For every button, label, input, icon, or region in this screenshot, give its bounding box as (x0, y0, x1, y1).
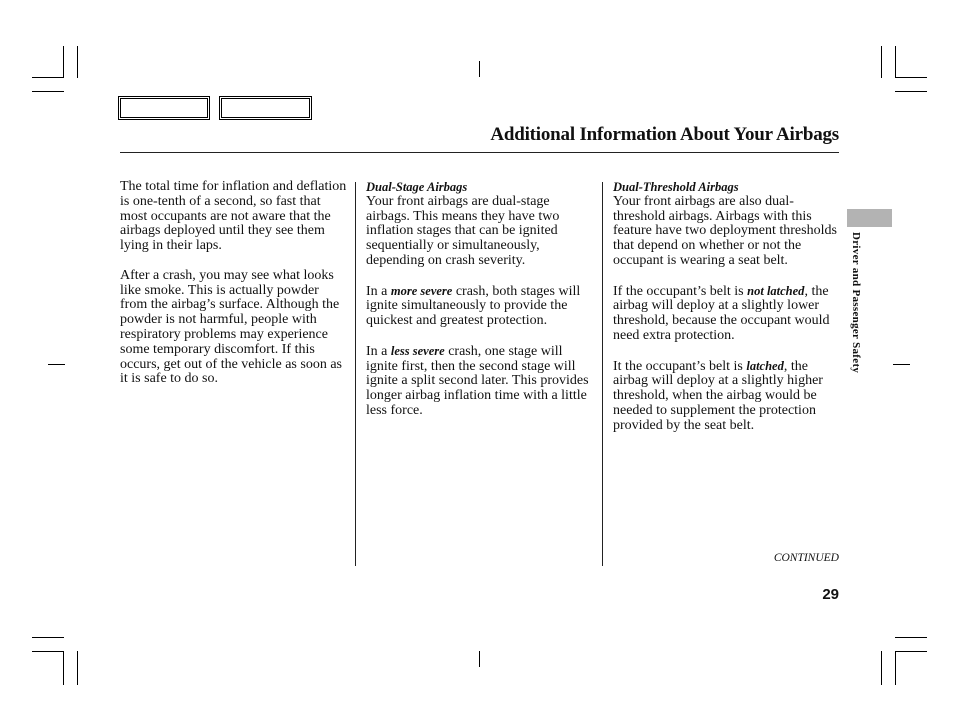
text-run: crash, one stage will ignite first, then the second stage will ignite a split second later. This provides longer airbag inflation time with a little less force. (366, 343, 589, 418)
emphasis: not latched (747, 283, 805, 298)
crop-mark (895, 91, 927, 92)
paragraph: Your front airbags are dual-stage airbags. This means they have two inflation stages that can be ignited sequentially or simultaneously, depending on crash severity. (366, 193, 560, 268)
column-1 (120, 180, 348, 402)
column-divider (602, 182, 603, 566)
column-3 (613, 180, 841, 448)
crop-mark (895, 651, 896, 685)
crop-mark (32, 637, 64, 638)
crop-mark (63, 651, 64, 685)
paragraph (613, 284, 841, 344)
crop-mark (32, 77, 64, 78)
title-rule (120, 152, 839, 153)
paragraph: After a crash, you may see what looks like smoke. This is actually powder from the airbag’s surface. Although the powder is not harmful, people with respiratory problems may experience some temporary discomfort. If this occurs, get out of the vehicle as soon as it is safe to do so. (120, 267, 342, 387)
page-title: Additional Information About Your Airbags (490, 124, 839, 145)
text-run: , the airbag will deploy at a slightly lower threshold, because the occupant would need extra protection. (613, 283, 830, 343)
crop-mark (895, 46, 896, 78)
text-run: In a (366, 283, 391, 299)
crop-mark (77, 651, 78, 685)
text-run: In a (366, 343, 391, 359)
column-2 (366, 180, 594, 434)
registration-mark (479, 651, 480, 667)
paragraph (366, 284, 594, 329)
emphasis: more severe (390, 283, 453, 298)
emphasis: less severe (390, 343, 445, 358)
paragraph: Your front airbags are also dual-threshold airbags. Airbags with this feature have two deployment thresholds that depend on whether or not the occupant is wearing a seat belt. (613, 193, 837, 268)
text-run: If the occupant’s belt is (613, 283, 748, 299)
section-heading: Dual-Stage Airbags (366, 180, 468, 194)
emphasis: latched (746, 358, 784, 373)
crop-mark (881, 46, 882, 78)
crop-mark (895, 637, 927, 638)
registration-mark (893, 364, 910, 365)
page-number: 29 (822, 586, 839, 603)
crop-mark (32, 91, 64, 92)
column-divider (355, 182, 356, 566)
paragraph (366, 344, 594, 419)
crop-mark (32, 651, 64, 652)
paragraph: The total time for inflation and deflation is one-tenth of a second, so fast that most occupants are not aware that the airbags deployed until they see them lying in their laps. (120, 179, 347, 254)
text-run: It the occupant’s belt is (613, 358, 747, 374)
crop-mark (895, 651, 927, 652)
crop-mark (77, 46, 78, 78)
section-tab-label: Driver and Passenger Safety (850, 232, 862, 374)
registration-mark (479, 61, 480, 77)
registration-mark (48, 364, 65, 365)
paragraph (613, 359, 841, 434)
continued-label: CONTINUED (773, 552, 839, 564)
section-heading: Dual-Threshold Airbags (613, 180, 739, 194)
crop-mark (895, 77, 927, 78)
section-tab (847, 209, 892, 227)
crop-mark (881, 651, 882, 685)
text-run: crash, both stages will ignite simultaneously to provide the quickest and greatest protection. (366, 283, 581, 329)
header-box (118, 96, 210, 120)
crop-mark (63, 46, 64, 78)
text-run: , the airbag will deploy at a slightly higher threshold, when the airbag would be needed to supplement the protection provided by the seat belt. (613, 358, 823, 433)
header-box (219, 96, 312, 120)
